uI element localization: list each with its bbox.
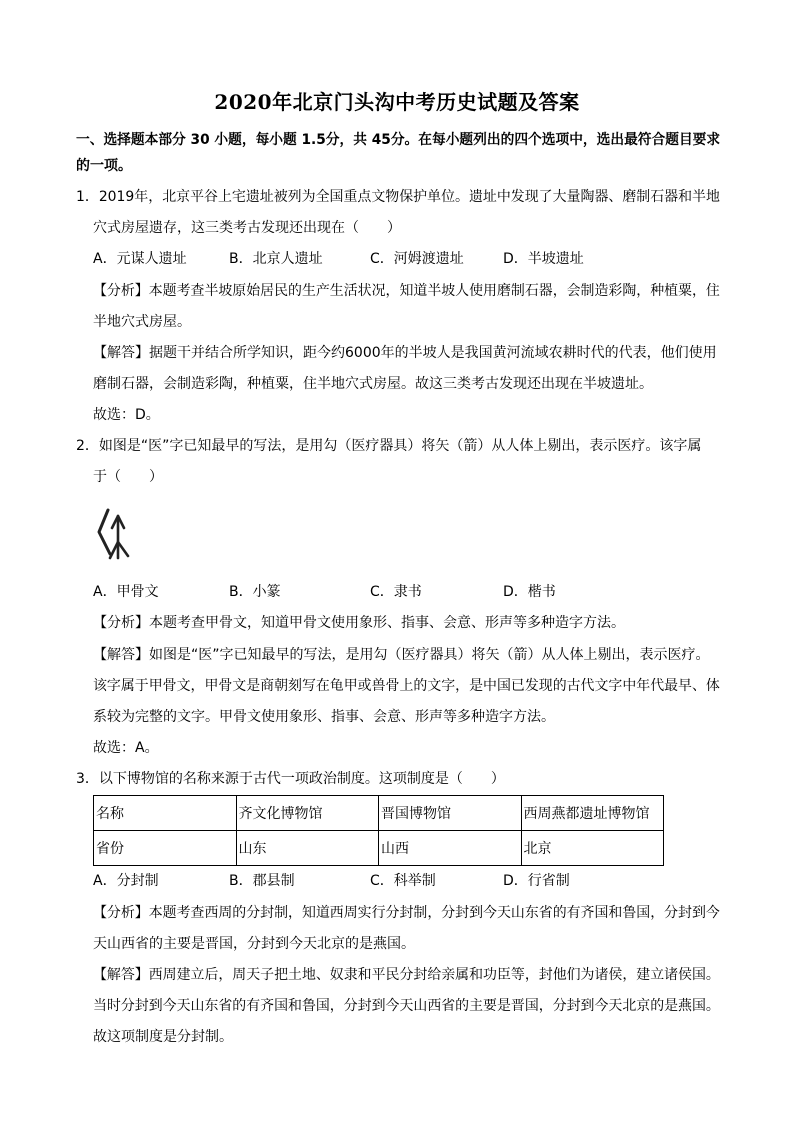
q1-option-b: B．北京人遗址 [229, 251, 323, 267]
oracle-bone-character-image [96, 502, 136, 562]
table-cell: 齐文化博物馆 [236, 796, 379, 831]
q3-analysis: 【分析】本题考查西周的分封制，知道西周实行分封制，分封到今天山东省的有齐国和鲁国，分封到今 [93, 905, 720, 921]
q2-option-b: B．小篆 [229, 584, 281, 600]
q1-choice: 故选：D。 [93, 407, 160, 423]
q1-answer: 【解答】据题干并结合所学知识，距今约6000年的半坡人是我国黄河流域农耕时代的代表，他们使用 [93, 345, 717, 361]
table-cell: 北京 [521, 831, 664, 866]
section-heading: 一、选择题本部分 30 小题，每小题 1.5分，共 45分。在每小题列出的四个选项中，选出最符合题目要求 [76, 132, 721, 148]
table-cell: 山西 [379, 831, 522, 866]
q3-option-d: D．行省制 [503, 873, 570, 889]
q3-stem: 3．以下博物馆的名称来源于古代一项政治制度。这项制度是（ ） [76, 771, 505, 787]
q2-option-a: A．甲骨文 [93, 584, 159, 600]
table-cell: 名称 [94, 796, 237, 831]
q2-stem: 2．如图是“医”字已知最早的写法，是用勾（医疗器具）将矢（箭）从人体上剔出，表示医疗。该字属 [76, 438, 702, 454]
table-cell: 西周燕都遗址博物馆 [521, 796, 664, 831]
q1-stem: 1．2019年，北京平谷上宅遗址被列为全国重点文物保护单位。遗址中发现了大量陶器、磨制石器和半地 [76, 189, 720, 205]
q1-analysis-cont: 半地穴式房屋。 [93, 314, 191, 330]
q3-analysis-cont: 天山西省的主要是晋国，分封到今天北京的是燕国。 [93, 936, 415, 952]
page-title: 2020年北京门头沟中考历史试题及答案 [214, 90, 580, 114]
q1-option-d: D．半坡遗址 [503, 251, 584, 267]
table-cell: 山东 [236, 831, 379, 866]
q1-option-c: C．河姆渡遗址 [370, 251, 464, 267]
q2-option-d: D．楷书 [503, 584, 556, 600]
q3-option-a: A．分封制 [93, 873, 159, 889]
q3-answer-cont: 当时分封到今天山东省的有齐国和鲁国，分封到今天山西省的主要是晋国，分封到今天北京的是燕国。 [93, 998, 720, 1014]
table-row [94, 831, 664, 866]
q2-answer: 【解答】如图是“医”字已知最早的写法，是用勾（医疗器具）将矢（箭）从人体上剔出，表示医疗。 [93, 647, 710, 663]
q2-choice: 故选：A。 [93, 740, 159, 756]
q2-answer-cont: 该字属于甲骨文，甲骨文是商朝刻写在龟甲或兽骨上的文字，是中国已发现的古代文字中年代最早、体 [93, 678, 720, 694]
q2-option-c: C．隶书 [370, 584, 422, 600]
q1-analysis: 【分析】本题考查半坡原始居民的生产生活状况，知道半坡人使用磨制石器，会制造彩陶，种植粟，住 [93, 283, 720, 299]
q3-option-c: C．科举制 [370, 873, 436, 889]
q2-analysis: 【分析】本题考查甲骨文，知道甲骨文使用象形、指事、会意、形声等多种造字方法。 [93, 615, 625, 631]
q2-stem-cont: 于（ ） [93, 469, 163, 485]
table-cell: 省份 [94, 831, 237, 866]
table-cell: 晋国博物馆 [379, 796, 522, 831]
q3-answer: 【解答】西周建立后，周天子把土地、奴隶和平民分封给亲属和功臣等，封他们为诸侯，建立诸侯国。 [93, 967, 720, 983]
section-heading-cont: 的一项。 [76, 158, 132, 174]
q2-answer-cont-2: 系较为完整的文字。甲骨文使用象形、指事、会意、形声等多种造字方法。 [93, 709, 555, 725]
q3-option-b: B．郡县制 [229, 873, 295, 889]
q1-stem-cont: 穴式房屋遗存，这三类考古发现还出现在（ ） [93, 220, 401, 236]
museum-table [93, 795, 664, 866]
q3-answer-cont-2: 故这项制度是分封制。 [93, 1029, 233, 1045]
q1-answer-cont: 磨制石器，会制造彩陶，种植粟，住半地穴式房屋。故这三类考古发现还出现在半坡遗址。 [93, 376, 653, 392]
q1-option-a: A．元谋人遗址 [93, 251, 187, 267]
table-row [94, 796, 664, 831]
